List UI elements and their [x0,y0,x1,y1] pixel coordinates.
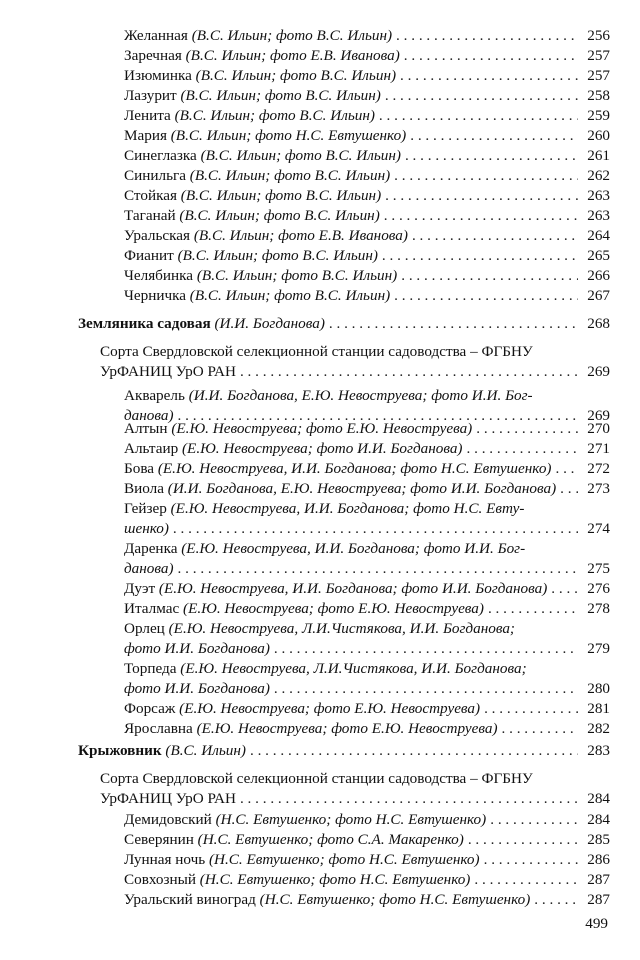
entry-name: Синильга [124,167,186,184]
entry-page: 276 [587,580,610,597]
entry-name: Уральская [124,227,191,244]
entry-authors: (Н.С. Евтушенко; фото Н.С. Евтушенко) [208,851,480,868]
leader-dots [379,106,578,125]
entry-page: 273 [587,480,610,497]
toc-entry[interactable] [124,850,610,869]
toc-entry[interactable] [124,286,610,305]
entry-authors: (Е.Ю. Невоструева, И.И. Богданова; фото И.И. Бог- [181,540,526,557]
entry-page: 269 [587,363,610,380]
leader-dots [502,719,578,738]
toc-entry[interactable] [124,86,610,105]
entry-name: Лунная ночь [124,851,206,868]
entry-continuation: данова) [124,560,174,577]
toc-entry[interactable] [124,830,610,849]
leader-dots [468,830,578,849]
entry-page: 284 [587,811,610,828]
entry-page: 272 [587,460,610,477]
toc-entry[interactable] [78,314,610,333]
entry-page: 258 [587,87,610,104]
toc-entry[interactable] [124,459,610,478]
toc-entry-line1 [100,769,610,788]
entry-authors: (Е.Ю. Невоструева; фото Е.Ю. Невоструева) [179,700,481,717]
entry-continuation: УрФАНИЦ УрО РАН [100,363,236,380]
entry-page: 261 [587,147,610,164]
entry-name: Бова [124,460,155,477]
entry-page: 281 [587,700,610,717]
entry-page: 270 [587,420,610,437]
toc-entry[interactable] [124,719,610,738]
entry-name: Совхозный [124,871,196,888]
toc-entry[interactable] [124,46,610,65]
toc-entry[interactable] [124,146,610,165]
leader-dots [476,419,578,438]
entry-page: 263 [587,207,610,224]
leader-dots [274,639,578,658]
leader-dots [178,559,578,578]
entry-name: Гейзер [124,500,167,517]
entry-page: 284 [587,790,610,807]
entry-authors: (В.С. Ильин; фото В.С. Ильин) [200,147,401,164]
entry-authors: (В.С. Ильин) [165,742,246,759]
leader-dots [412,226,578,245]
toc-entry[interactable] [124,679,610,698]
entry-name: Фианит [124,247,174,264]
leader-dots [467,439,579,458]
entry-name: Таганай [124,207,176,224]
entry-page: 279 [587,640,610,657]
toc-entry-line1 [124,386,610,405]
leader-dots [385,186,578,205]
entry-continuation: УрФАНИЦ УрО РАН [100,790,236,807]
entry-authors: (Н.С. Евтушенко; фото Н.С. Евтушенко) [215,811,487,828]
entry-page: 259 [587,107,610,124]
entry-page: 257 [587,47,610,64]
toc-entry[interactable] [124,439,610,458]
entry-authors: (В.С. Ильин; фото В.С. Ильин) [180,187,382,204]
leader-dots [396,26,578,45]
toc-entry-line1 [124,619,610,638]
entry-name: Дуэт [124,580,156,597]
entry-authors: (В.С. Ильин; фото В.С. Ильин) [189,287,391,304]
entry-name: Орлец [124,620,165,637]
entry-authors: (В.С. Ильин; фото В.С. Ильин) [189,167,391,184]
leader-dots [551,579,578,598]
toc-entry[interactable] [124,810,610,829]
toc-entry[interactable] [124,246,610,265]
entry-name: Черничка [124,287,186,304]
entry-authors: (Е.Ю. Невоструева; фото И.И. Богданова) [181,440,463,457]
entry-name: Изюминка [124,67,192,84]
entry-name: Земляника садовая [78,315,211,332]
entry-page: 264 [587,227,610,244]
leader-dots [410,126,578,145]
entry-name: Сорта Свердловской селекционной станции садоводства – ФГБНУ [100,343,533,360]
toc-entry-line1 [124,659,610,678]
leader-dots [484,850,578,869]
toc-entry[interactable] [124,226,610,245]
entry-continuation: фото И.И. Богданова) [124,640,270,657]
entry-page: 286 [587,851,610,868]
entry-name: Северянин [124,831,194,848]
entry-page: 267 [587,287,610,304]
toc-entry[interactable] [124,26,610,45]
entry-name: Сорта Свердловской селекционной станции садоводства – ФГБНУ [100,770,533,787]
leader-dots [385,86,578,105]
entry-authors: (В.С. Ильин; фото Е.В. Иванова) [193,227,408,244]
toc-entry[interactable] [124,126,610,145]
entry-name: Форсаж [124,700,176,717]
entry-name: Ленита [124,107,171,124]
toc-entry[interactable] [124,66,610,85]
entry-authors: (И.И. Богданова) [214,315,325,332]
entry-name: Крыжовник [78,742,162,759]
entry-authors: (Н.С. Евтушенко; фото С.А. Макаренко) [197,831,464,848]
entry-page: 278 [587,600,610,617]
entry-authors: (Е.Ю. Невоструева, И.И. Богданова; фото Н.С. Евтушенко) [157,460,552,477]
entry-name: Акварель [124,387,185,404]
leader-dots [400,66,578,85]
leader-dots [394,166,578,185]
entry-page: 287 [587,891,610,908]
toc-entry[interactable] [124,639,610,658]
leader-dots [488,599,578,618]
toc-entry[interactable] [124,479,610,498]
toc-entry[interactable] [124,166,610,185]
entry-authors: (Е.Ю. Невоструева; фото Е.Ю. Невоструева) [183,600,484,617]
entry-page: 282 [587,720,610,737]
leader-dots [405,146,578,165]
entry-name: Стойкая [124,187,177,204]
entry-page: 256 [587,27,610,44]
toc-entry[interactable] [124,890,610,909]
entry-authors: (Н.С. Евтушенко; фото Н.С. Евтушенко) [259,891,531,908]
entry-authors: (Н.С. Евтушенко; фото Н.С. Евтушенко) [199,871,471,888]
entry-page: 269 [587,407,610,424]
toc-entry[interactable] [124,266,610,285]
entry-authors: (В.С. Ильин; фото В.С. Ильин) [174,107,375,124]
entry-authors: (И.И. Богданова, Е.Ю. Невоструева; фото И.И. Бог- [188,387,533,404]
entry-name: Лазурит [124,87,177,104]
entry-page: 257 [587,67,610,84]
entry-page: 271 [587,440,610,457]
entry-authors: (В.С. Ильин; фото Н.С. Евтушенко) [170,127,407,144]
entry-name: Италмас [124,600,180,617]
entry-authors: (В.С. Ильин; фото Е.В. Иванова) [185,47,400,64]
toc-entry[interactable] [124,599,610,618]
entry-name: Алтын [124,420,168,437]
entry-authors: (В.С. Ильин; фото В.С. Ильин) [179,207,380,224]
leader-dots [329,314,578,333]
toc-entry[interactable] [124,106,610,125]
entry-page: 262 [587,167,610,184]
toc-entry[interactable] [124,870,610,889]
entry-name: Мария [124,127,167,144]
toc-entry-line1 [124,539,610,558]
entry-name: Ярославна [124,720,193,737]
toc-entry[interactable] [124,699,610,718]
entry-name: Заречная [124,47,182,64]
entry-page: 274 [587,520,610,537]
entry-page: 268 [587,315,610,332]
entry-authors: (Е.Ю. Невоструева, Л.И.Чистякова, И.И. Богданова; [180,660,527,677]
entry-authors: (Е.Ю. Невоструева, И.И. Богданова; фото Н.С. Евту- [170,500,525,517]
entry-continuation: шенко) [124,520,169,537]
leader-dots [394,286,578,305]
leader-dots [274,679,578,698]
entry-authors: (Е.Ю. Невоструева, Л.И.Чистякова, И.И. Богданова; [168,620,515,637]
entry-page: 266 [587,267,610,284]
entry-continuation: данова) [124,407,174,424]
entry-page: 275 [587,560,610,577]
leader-dots [555,459,578,478]
toc-entry-line1 [124,499,610,518]
toc-entry[interactable] [124,579,610,598]
leader-dots [490,810,578,829]
entry-name: Виола [124,480,164,497]
leader-dots [240,362,578,381]
leader-dots [534,890,578,909]
leader-dots [404,46,578,65]
entry-page: 280 [587,680,610,697]
entry-name: Даренка [124,540,178,557]
leader-dots [484,699,578,718]
entry-page: 265 [587,247,610,264]
entry-authors: (В.С. Ильин; фото В.С. Ильин) [196,267,398,284]
entry-authors: (В.С. Ильин; фото В.С. Ильин) [195,67,397,84]
toc-entry[interactable] [124,206,610,225]
entry-page: 283 [587,742,610,759]
entry-authors: (Е.Ю. Невоструева; фото Е.Ю. Невоструева) [196,720,498,737]
leader-dots [173,519,578,538]
entry-authors: (В.С. Ильин; фото В.С. Ильин) [191,27,393,44]
toc-entry-line1 [100,342,610,361]
entry-authors: (Е.Ю. Невоструева; фото Е.Ю. Невоструева) [171,420,473,437]
entry-name: Желанная [124,27,188,44]
leader-dots [382,246,578,265]
entry-authors: (В.С. Ильин; фото В.С. Ильин) [177,247,378,264]
entry-continuation: фото И.И. Богданова) [124,680,270,697]
leader-dots [560,479,578,498]
leader-dots [401,266,578,285]
toc-entry[interactable] [78,741,610,760]
entry-page: 287 [587,871,610,888]
page-number: 499 [585,915,608,932]
entry-authors: (Е.Ю. Невоструева, И.И. Богданова; фото И.И. Богданова) [158,580,548,597]
entry-name: Демидовский [124,811,212,828]
leader-dots [384,206,578,225]
toc-entry[interactable] [124,186,610,205]
entry-name: Челябинка [124,267,194,284]
entry-name: Уральский виноград [124,891,256,908]
entry-authors: (В.С. Ильин; фото В.С. Ильин) [180,87,381,104]
toc-entry[interactable] [100,789,610,808]
entry-name: Синеглазка [124,147,197,164]
entry-page: 260 [587,127,610,144]
leader-dots [474,870,578,889]
leader-dots [240,789,578,808]
entry-page: 285 [587,831,610,848]
leader-dots [250,741,578,760]
toc-entry[interactable] [100,362,610,381]
entry-page: 263 [587,187,610,204]
toc-entry[interactable] [124,519,610,538]
entry-name: Альтаир [124,440,179,457]
toc-entry[interactable] [124,419,610,438]
toc-entry[interactable] [124,559,610,578]
entry-name: Торпеда [124,660,177,677]
entry-authors: (И.И. Богданова, Е.Ю. Невоструева; фото И.И. Богданова) [167,480,557,497]
